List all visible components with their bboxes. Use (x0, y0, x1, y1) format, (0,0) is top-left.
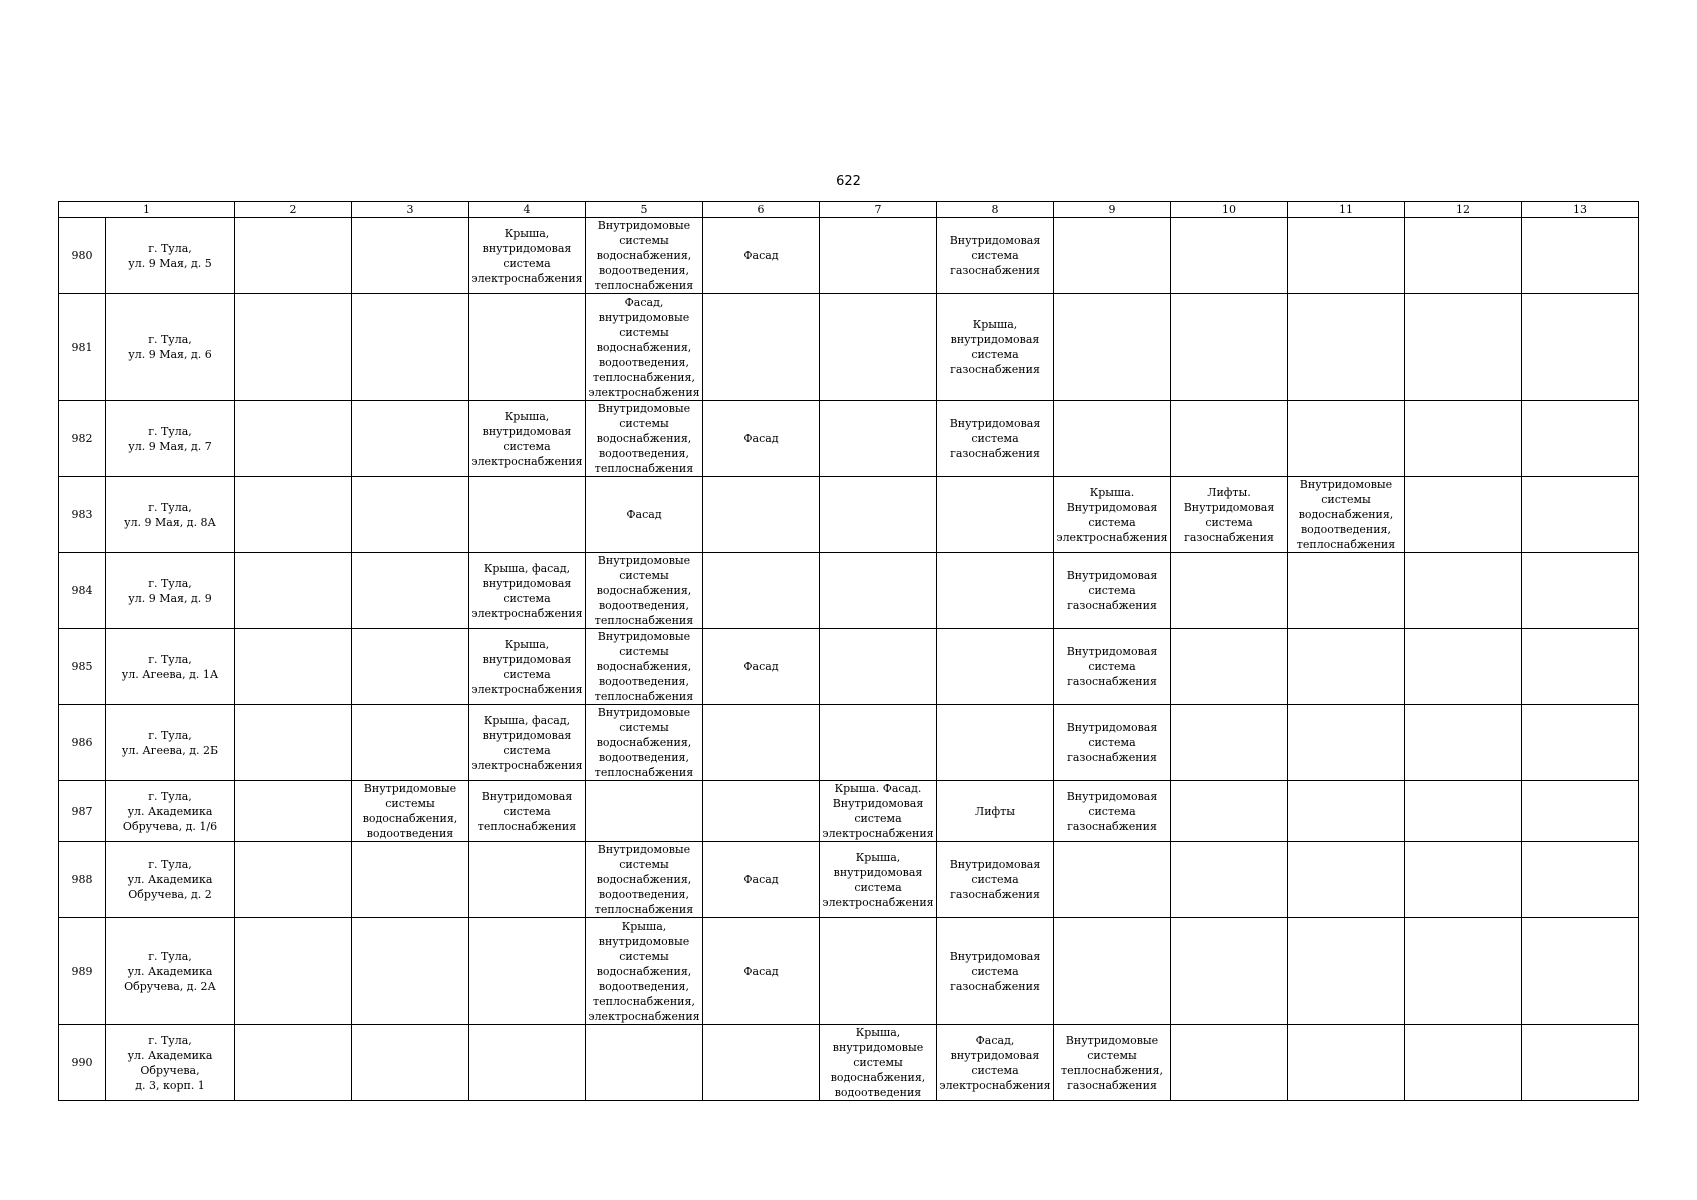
work-type-cell-text: Внутридомовые системы водоснабжения, водоотведения, теплоснабжения (594, 630, 694, 703)
work-type-cell (1405, 842, 1522, 918)
work-type-cell (1405, 294, 1522, 401)
address-cell-text: г. Тула, ул. Агеева, д. 2Б (121, 728, 219, 757)
row-number-cell (59, 705, 106, 781)
work-type-cell (1288, 629, 1405, 705)
work-type-cell (352, 294, 469, 401)
work-type-cell (1054, 842, 1171, 918)
table-row (59, 629, 1639, 705)
repair-schedule-table (58, 201, 1639, 1101)
row-number-cell-text: 986 (71, 736, 93, 749)
row-number-cell-text: 990 (71, 1056, 93, 1069)
row-number-cell-text: 987 (71, 804, 93, 818)
address-cell (106, 629, 235, 705)
work-type-cell (586, 842, 703, 918)
work-type-cell (1288, 1025, 1405, 1101)
work-type-cell-text: Крыша, внутридомовая система электроснабжения (471, 409, 583, 468)
work-type-cell (1405, 477, 1522, 553)
work-type-cell-text: Внутридомовая система газоснабжения (1066, 569, 1158, 612)
table-row (59, 705, 1639, 781)
table-row (59, 218, 1639, 294)
work-type-cell-text: Крыша, внутридомовые системы водоснабжения, водоотведения, теплоснабжения, электроснабжения (588, 919, 700, 1023)
work-type-cell (1522, 553, 1639, 629)
work-type-cell (1171, 705, 1288, 781)
work-type-cell (937, 781, 1054, 842)
work-type-cell (1054, 629, 1171, 705)
work-type-cell (703, 401, 820, 477)
work-type-cell (1288, 294, 1405, 401)
address-cell (106, 842, 235, 918)
work-type-cell (469, 401, 586, 477)
work-type-cell-text: Фасад, внутридомовые системы водоснабжения, водоотведения, теплоснабжения, электроснабжения (588, 295, 700, 399)
work-type-cell (235, 401, 352, 477)
work-type-cell-text: Фасад (743, 432, 779, 445)
work-type-cell-text: Внутридомовая система газоснабжения (1066, 789, 1158, 833)
work-type-cell (235, 553, 352, 629)
work-type-cell (1288, 781, 1405, 842)
row-number-cell (59, 294, 106, 401)
work-type-cell (469, 1025, 586, 1101)
work-type-cell (1054, 1025, 1171, 1101)
row-number-cell (59, 842, 106, 918)
row-number-cell-text: 981 (71, 340, 93, 354)
work-type-cell (1288, 918, 1405, 1025)
column-header: 5 (586, 202, 703, 218)
work-type-cell-text: Внутридомовые системы водоснабжения, водоотведения, теплоснабжения (594, 843, 694, 916)
work-type-cell (820, 401, 937, 477)
work-type-cell (235, 294, 352, 401)
work-type-cell-text: Фасад (626, 508, 662, 521)
work-type-cell (469, 705, 586, 781)
work-type-cell (703, 629, 820, 705)
work-type-cell (937, 1025, 1054, 1101)
work-type-cell (820, 842, 937, 918)
work-type-cell (703, 705, 820, 781)
address-cell (106, 918, 235, 1025)
work-type-cell (586, 781, 703, 842)
work-type-cell (235, 918, 352, 1025)
work-type-cell-text: Внутридомовые системы водоснабжения, водоотведения, теплоснабжения (594, 706, 694, 779)
work-type-cell-text: Крыша, внутридомовая система газоснабжения (950, 318, 1040, 376)
work-type-cell (937, 918, 1054, 1025)
column-header: 4 (469, 202, 586, 218)
work-type-cell (1288, 218, 1405, 294)
work-type-cell (820, 294, 937, 401)
work-type-cell-text: Внутридомовая система теплоснабжения (477, 789, 577, 833)
work-type-cell (1522, 629, 1639, 705)
table-row (59, 477, 1639, 553)
address-cell (106, 477, 235, 553)
work-type-cell (1054, 705, 1171, 781)
work-type-cell-text: Внутридомовые системы водоснабжения, водоотведения, теплоснабжения (594, 554, 694, 627)
table-row (59, 553, 1639, 629)
work-type-cell (703, 477, 820, 553)
work-type-cell-text: Крыша. Фасад. Внутридомовая система электроснабжения (822, 782, 934, 840)
work-type-cell (703, 218, 820, 294)
work-type-cell (703, 1025, 820, 1101)
column-header: 1 (59, 202, 235, 218)
table-row (59, 918, 1639, 1025)
work-type-cell (1405, 705, 1522, 781)
column-header: 8 (937, 202, 1054, 218)
work-type-cell (1171, 629, 1288, 705)
work-type-cell (586, 629, 703, 705)
work-type-cell-text: Внутридомовая система газоснабжения (1066, 645, 1158, 688)
work-type-cell (703, 781, 820, 842)
work-type-cell (235, 477, 352, 553)
work-type-cell-text: Крыша. Внутридомовая система электроснабжения (1056, 485, 1168, 544)
address-cell (106, 218, 235, 294)
work-type-cell (352, 553, 469, 629)
work-type-cell (1522, 1025, 1639, 1101)
work-type-cell (586, 401, 703, 477)
work-type-cell (352, 1025, 469, 1101)
row-number-cell-text: 989 (71, 964, 93, 978)
work-type-cell (1054, 918, 1171, 1025)
work-type-cell (1288, 477, 1405, 553)
work-type-cell (586, 477, 703, 553)
work-type-cell (1054, 401, 1171, 477)
work-type-cell (469, 477, 586, 553)
work-type-cell (1522, 218, 1639, 294)
work-type-cell (469, 294, 586, 401)
work-type-cell (352, 218, 469, 294)
work-type-cell (820, 918, 937, 1025)
work-type-cell (1522, 918, 1639, 1025)
address-cell (106, 781, 235, 842)
work-type-cell (352, 918, 469, 1025)
work-type-cell-text: Крыша, внутридомовые системы водоснабжения, водоотведения (830, 1026, 926, 1099)
work-type-cell (1171, 842, 1288, 918)
work-type-cell (469, 218, 586, 294)
work-type-cell (1405, 918, 1522, 1025)
table-row (59, 294, 1639, 401)
work-type-cell (820, 705, 937, 781)
work-type-cell-text: Крыша, внутридомовая система электроснабжения (471, 226, 583, 285)
work-type-cell (937, 218, 1054, 294)
row-number-cell (59, 401, 106, 477)
work-type-cell (1405, 629, 1522, 705)
work-type-cell (1522, 842, 1639, 918)
work-type-cell-text: Фасад, внутридомовая система электроснабжения (939, 1033, 1051, 1092)
work-type-cell (1171, 781, 1288, 842)
work-type-cell (235, 1025, 352, 1101)
work-type-cell-text: Внутридомовые системы водоснабжения, водоотведения, теплоснабжения (594, 402, 694, 475)
table-row (59, 842, 1639, 918)
work-type-cell (1522, 705, 1639, 781)
address-cell-text: г. Тула, ул. Агеева, д. 1А (121, 652, 219, 681)
work-type-cell (1405, 781, 1522, 842)
work-type-cell (937, 477, 1054, 553)
work-type-cell-text: Внутридомовая система газоснабжения (949, 949, 1041, 993)
work-type-cell (1522, 294, 1639, 401)
work-type-cell-text: Лифты. Внутридомовая система газоснабжения (1183, 485, 1275, 544)
work-type-cell (1288, 401, 1405, 477)
row-number-cell-text: 980 (71, 249, 93, 262)
address-cell-text: г. Тула, ул. 9 Мая, д. 5 (128, 241, 212, 270)
work-type-cell (1171, 553, 1288, 629)
work-type-cell (352, 477, 469, 553)
address-cell (106, 401, 235, 477)
work-type-cell (1054, 477, 1171, 553)
work-type-cell (586, 1025, 703, 1101)
address-cell-text: г. Тула, ул. Академика Обручева, д. 3, корп. 1 (127, 1033, 213, 1092)
row-number-cell (59, 218, 106, 294)
work-type-cell (1522, 401, 1639, 477)
work-type-cell (469, 842, 586, 918)
table-row (59, 401, 1639, 477)
address-cell (106, 705, 235, 781)
work-type-cell (352, 629, 469, 705)
work-type-cell-text: Внутридомовая система газоснабжения (1066, 721, 1158, 764)
work-type-cell (703, 918, 820, 1025)
work-type-cell-text: Фасад (743, 964, 779, 978)
work-type-cell (703, 842, 820, 918)
row-number-cell-text: 988 (71, 873, 93, 886)
work-type-cell (1405, 218, 1522, 294)
work-type-cell (820, 629, 937, 705)
column-header: 13 (1522, 202, 1639, 218)
work-type-cell (703, 553, 820, 629)
work-type-cell (586, 294, 703, 401)
address-cell (106, 1025, 235, 1101)
work-type-cell (235, 629, 352, 705)
work-type-cell (1522, 477, 1639, 553)
address-cell-text: г. Тула, ул. Академика Обручева, д. 1/6 (122, 789, 218, 833)
work-type-cell (352, 842, 469, 918)
address-cell-text: г. Тула, ул. 9 Мая, д. 7 (128, 424, 212, 453)
column-header: 10 (1171, 202, 1288, 218)
column-header: 9 (1054, 202, 1171, 218)
work-type-cell-text: Внутридомовые системы теплоснабжения, газоснабжения (1061, 1033, 1163, 1092)
address-cell-text: г. Тула, ул. 9 Мая, д. 9 (128, 576, 212, 605)
column-header: 7 (820, 202, 937, 218)
work-type-cell (1054, 553, 1171, 629)
work-type-cell (235, 781, 352, 842)
work-type-cell-text: Крыша, внутридомовая система электроснабжения (822, 850, 934, 909)
row-number-cell-text: 982 (71, 432, 93, 445)
work-type-cell-text: Внутридомовые системы водоснабжения, водоотведения, теплоснабжения (594, 219, 694, 292)
page-number: 622 (836, 174, 861, 189)
work-type-cell-text: Внутридомовые системы водоснабжения, водоотведения (362, 782, 458, 840)
work-type-cell (937, 842, 1054, 918)
row-number-cell-text: 984 (71, 584, 93, 597)
row-number-cell (59, 629, 106, 705)
work-type-cell-text: Внутридомовая система газоснабжения (949, 234, 1041, 277)
table-row (59, 1025, 1639, 1101)
work-type-cell (937, 401, 1054, 477)
work-type-cell (937, 294, 1054, 401)
work-type-cell (235, 705, 352, 781)
work-type-cell (1171, 1025, 1288, 1101)
work-type-cell (469, 781, 586, 842)
address-cell-text: г. Тула, ул. Академика Обручева, д. 2А (124, 949, 216, 993)
work-type-cell (1171, 401, 1288, 477)
work-type-cell-text: Фасад (743, 873, 779, 886)
work-type-cell (1171, 218, 1288, 294)
column-number-header (59, 202, 1639, 218)
work-type-cell-text: Внутридомовая система газоснабжения (949, 417, 1041, 460)
work-type-cell (1054, 781, 1171, 842)
work-type-cell (586, 705, 703, 781)
column-header: 2 (235, 202, 352, 218)
row-number-cell (59, 1025, 106, 1101)
work-type-cell (820, 477, 937, 553)
work-type-cell (586, 553, 703, 629)
work-type-cell (1405, 1025, 1522, 1101)
work-type-cell (937, 629, 1054, 705)
row-number-cell (59, 781, 106, 842)
column-header: 12 (1405, 202, 1522, 218)
work-type-cell (469, 553, 586, 629)
work-type-cell (469, 918, 586, 1025)
address-cell-text: г. Тула, ул. Академика Обручева, д. 2 (127, 858, 213, 901)
work-type-cell (937, 705, 1054, 781)
work-type-cell (937, 553, 1054, 629)
row-number-cell (59, 477, 106, 553)
work-type-cell (1054, 294, 1171, 401)
table-row (59, 781, 1639, 842)
work-type-cell (1405, 401, 1522, 477)
work-type-cell (1171, 918, 1288, 1025)
work-type-cell (352, 705, 469, 781)
work-type-cell-text: Внутридомовые системы водоснабжения, водоотведения, теплоснабжения (1296, 478, 1396, 551)
row-number-cell-text: 985 (71, 660, 93, 673)
work-type-cell (235, 842, 352, 918)
work-type-cell-text: Крыша, фасад, внутридомовая система электроснабжения (471, 713, 583, 772)
work-type-cell (1522, 781, 1639, 842)
work-type-cell-text: Лифты (975, 804, 1015, 818)
work-type-cell (1288, 553, 1405, 629)
work-type-cell-text: Внутридомовая система газоснабжения (949, 858, 1041, 901)
row-number-cell-text: 983 (71, 508, 93, 521)
work-type-cell-text: Фасад (743, 249, 779, 262)
address-cell-text: г. Тула, ул. 9 Мая, д. 6 (128, 333, 212, 361)
work-type-cell (586, 918, 703, 1025)
work-type-cell (703, 294, 820, 401)
work-type-cell (1054, 218, 1171, 294)
work-type-cell-text: Крыша, внутридомовая система электроснабжения (471, 637, 583, 696)
address-cell-text: г. Тула, ул. 9 Мая, д. 8А (124, 500, 216, 529)
work-type-cell (1171, 477, 1288, 553)
work-type-cell (1288, 705, 1405, 781)
column-header: 6 (703, 202, 820, 218)
row-number-cell (59, 918, 106, 1025)
work-type-cell-text: Крыша, фасад, внутридомовая система электроснабжения (471, 561, 583, 620)
work-type-cell (586, 218, 703, 294)
work-type-cell (352, 401, 469, 477)
work-type-cell (235, 218, 352, 294)
work-type-cell (1171, 294, 1288, 401)
row-number-cell (59, 553, 106, 629)
work-type-cell (1405, 553, 1522, 629)
address-cell (106, 553, 235, 629)
work-type-cell (469, 629, 586, 705)
column-header: 11 (1288, 202, 1405, 218)
work-type-cell (1288, 842, 1405, 918)
work-type-cell (820, 218, 937, 294)
column-header: 3 (352, 202, 469, 218)
table-body (59, 218, 1639, 1101)
work-type-cell-text: Фасад (743, 660, 779, 673)
work-type-cell (820, 1025, 937, 1101)
work-type-cell (820, 781, 937, 842)
work-type-cell (352, 781, 469, 842)
address-cell (106, 294, 235, 401)
work-type-cell (820, 553, 937, 629)
